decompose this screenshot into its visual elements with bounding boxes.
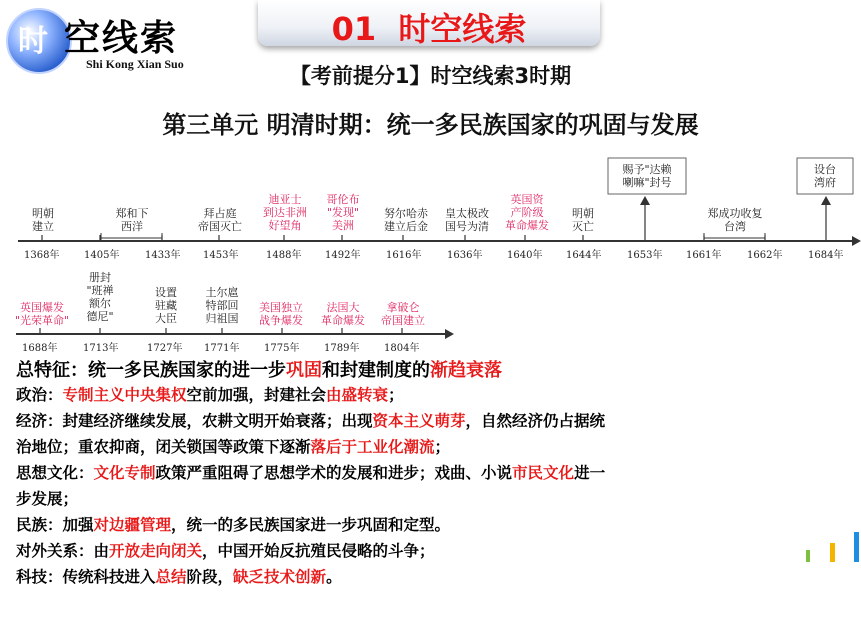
subtitle: 【考前提分1】时空线索3时期 [289,64,572,88]
culture-line-2: 步发展； [16,489,79,508]
year-label: 1492年 [325,250,361,261]
page-title: 第三单元 明清时期：统一多民族国家的巩固与发展 [162,111,699,139]
year-label: 1640年 [507,250,543,261]
technology-line: 科技：传统科技进入总结阶段，缺乏技术创新。 [16,567,342,586]
event-label: 设置 驻藏 大臣 [155,286,177,325]
year-label: 1661年 [686,250,722,261]
event-label: 明朝 灭亡 [572,207,594,233]
deco-bar-yellow [830,543,835,562]
year-label: 1771年 [204,343,240,354]
year-label: 1662年 [747,250,783,261]
logo-char: 时 [18,24,48,59]
event-label: 哥伦布 "发现" 美洲 [326,193,360,232]
year-label: 1488年 [266,250,302,261]
event-label: 皇太极改 国号为清 [445,207,489,233]
year-label: 1804年 [384,343,420,354]
year-label: 1688年 [22,343,58,354]
year-label: 1684年 [808,250,844,261]
ethnic-line: 民族：加强对边疆管理，统一的多民族国家进一步巩固和定型。 [16,515,451,534]
year-label: 1727年 [147,343,183,354]
year-label: 1405年 [84,250,120,261]
event-label: 迪亚士 到达非洲 好望角 [263,193,307,232]
arrow-up-icon [640,196,650,205]
economy-line: 经济：封建经济继续发展，农耕文明开始衰落；出现资本主义萌芽，自然经济仍占据统 [16,411,606,430]
event-label: 郑和下 西洋 [115,207,149,233]
year-label: 1644年 [566,250,602,261]
event-label: 郑成功收复 台湾 [707,207,763,233]
economy-line-2: 治地位；重农抑商，闭关锁国等政策下逐渐落后于工业化潮流； [16,437,451,456]
year-label: 1653年 [627,250,663,261]
year-label: 1453年 [203,250,239,261]
deco-bar-blue [854,532,859,562]
year-label: 1616年 [386,250,422,261]
summary-line: 总特征：统一多民族国家的进一步巩固和封建制度的渐趋衰落 [16,360,502,381]
event-label: 法国大 革命爆发 [321,301,365,327]
timeline2-arrow-icon [445,329,454,339]
event-label: 美国独立 战争爆发 [259,301,303,327]
timeline1-arrow-icon [852,236,861,246]
foreign-relations-line: 对外关系：由开放走向闭关，中国开始反抗殖民侵略的斗争； [16,541,435,560]
event-label: 英国资 产阶级 革命爆发 [505,193,549,232]
event-label: 英国爆发 "光荣革命" [14,301,70,327]
event-label: 拿破仑 帝国建立 [381,301,425,327]
event-label: 努尔哈赤 建立后金 [384,207,428,233]
event-label: 册封 "班禅 额尔 德尼" [86,271,114,323]
culture-line: 思想文化：文化专制政策严重阻碍了思想学术的发展和进步；戏曲、小说市民文化进一 [16,463,606,482]
event-label: 明朝 建立 [32,207,54,233]
event-label: 设台 湾府 [814,163,836,189]
year-label: 1433年 [145,250,181,261]
arrow-up-icon [821,196,831,205]
year-label: 1775年 [264,343,300,354]
deco-bar-green [806,550,810,562]
year-label: 1636年 [447,250,483,261]
logo-pinyin: Shi Kong Xian Suo [86,57,184,71]
event-label: 赐予"达赖 喇嘛"封号 [622,163,672,189]
year-label: 1789年 [324,343,360,354]
logo-text: 空线索 [64,17,179,59]
event-label: 拜占庭 帝国灭亡 [198,207,242,233]
year-label: 1368年 [24,250,60,261]
banner-title: 01 时空线索 [331,10,527,48]
politics-line: 政治：专制主义中央集权空前加强，封建社会由盛转衰； [16,385,404,404]
event-label: 土尔扈 特部回 归祖国 [205,286,239,325]
year-label: 1713年 [83,343,119,354]
